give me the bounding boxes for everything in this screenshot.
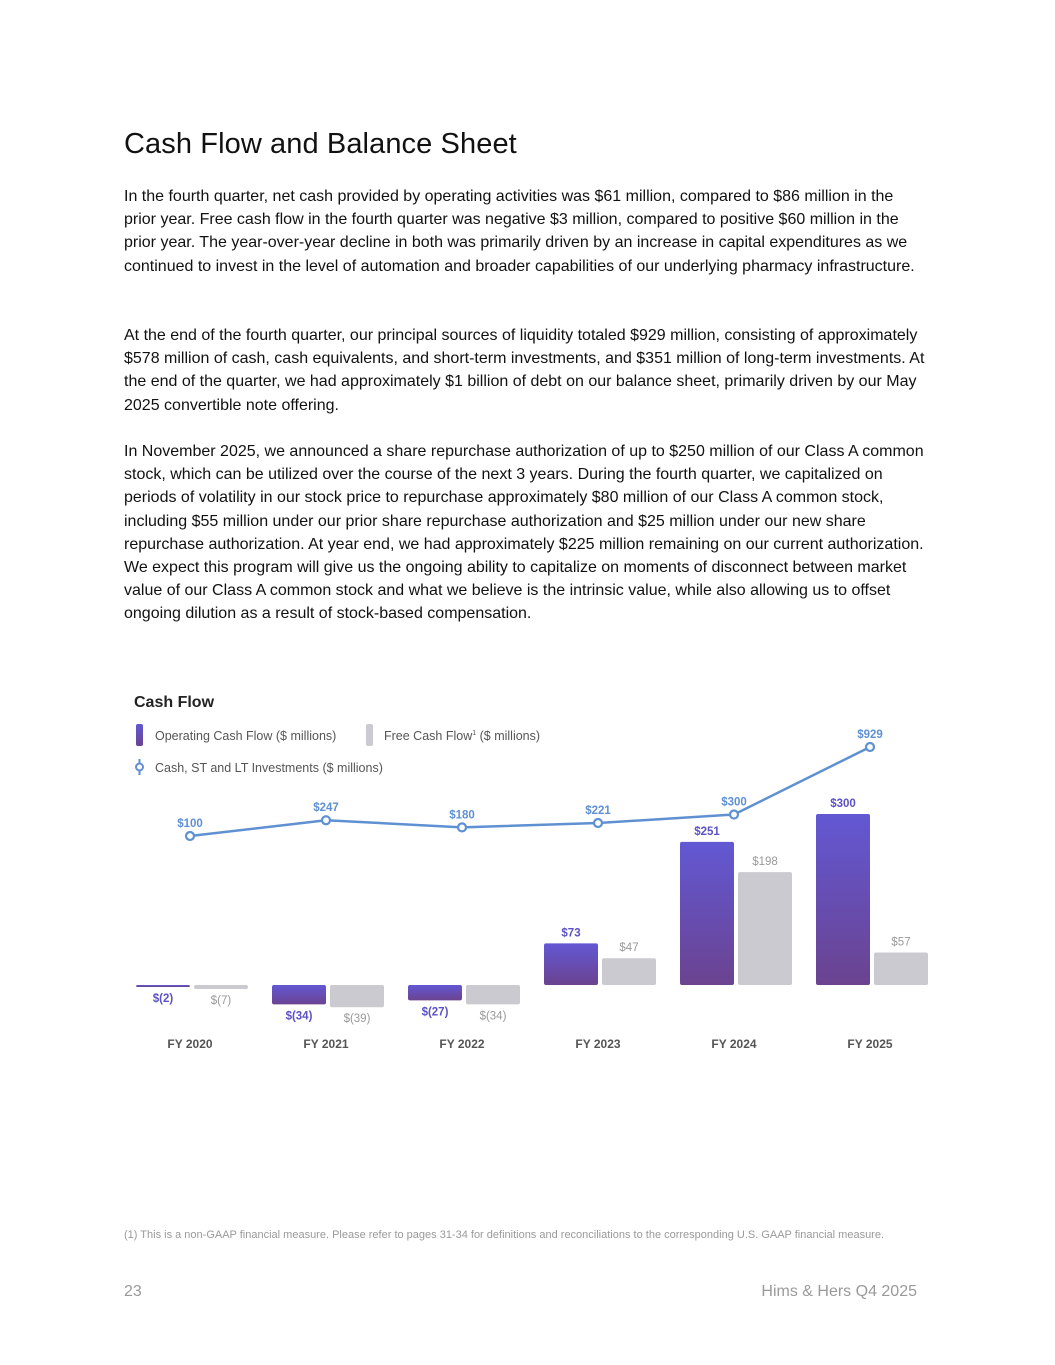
data-label-free-cash-flow: $57 (891, 936, 911, 949)
bar-operating-cash-flow (816, 814, 870, 985)
bar-operating-cash-flow (680, 842, 734, 985)
page-number: 23 (124, 1283, 142, 1300)
data-label-operating-cash-flow: $(2) (152, 993, 174, 1005)
chart-title: Cash Flow (134, 694, 215, 711)
x-axis-tick-label: FY 2024 (711, 1037, 757, 1051)
x-axis-tick-label: FY 2021 (303, 1037, 349, 1051)
x-axis-tick-label: FY 2020 (167, 1037, 213, 1051)
legend (136, 724, 540, 775)
bar-operating-cash-flow (136, 985, 190, 987)
bar-operating-cash-flow (272, 985, 326, 1004)
footer-title: Hims & Hers Q4 2025 (761, 1283, 917, 1300)
data-label-cash-investments: $929 (857, 729, 883, 741)
data-label-cash-investments: $221 (585, 805, 611, 818)
bar-operating-cash-flow (544, 943, 598, 985)
point-cash-investments (322, 816, 330, 824)
bar-operating-cash-flow (408, 985, 462, 1000)
data-label-operating-cash-flow: $73 (561, 927, 581, 940)
data-label-cash-investments: $300 (721, 796, 747, 809)
x-axis-tick-label: FY 2023 (575, 1037, 621, 1051)
x-axis-tick-label: FY 2025 (847, 1037, 893, 1051)
data-label-operating-cash-flow: $300 (830, 798, 856, 810)
body-paragraph: At the end of the fourth quarter, our principal sources of liquidity totaled $929 million, consisting of approximately $578 million of cash, cash equivalents, and short-term investments, and $351 million of long-term investments. At the end of the quarter, we had approximately $1 billion of debt on our balance sheet, primarily driven by our May 2025 convertible note offering. (124, 327, 925, 414)
legend-label-free-cash-flow (384, 729, 540, 743)
body-paragraph: In November 2025, we announced a share repurchase authorization of up to $250 million of our Class A common stock, which can be utilized over the course of the next 3 years. During the fourth quarter, we capitalized on periods of volatility in our stock price to repurchase approximately $80 million of our Class A common stock, including $55 million under our prior share repurchase authorization and $25 million under our new share repurchase authorization. At year end, we had approximately $225 million remaining on our current authorization. We expect this program will give us the ongoing ability to capitalize on moments of disconnect between market value of our Class A common stock and what we believe is the intrinsic value, while also allowing us to offset ongoing dilution as a result of stock-based compensation. (124, 443, 924, 623)
legend-label-operating-cash-flow: Operating Cash Flow ($ millions) (155, 729, 337, 743)
data-label-operating-cash-flow: $251 (694, 825, 720, 838)
bar-free-cash-flow (738, 872, 792, 985)
point-cash-investments (730, 811, 738, 819)
data-label-free-cash-flow: $(7) (210, 994, 232, 1007)
data-label-free-cash-flow: $(39) (343, 1013, 371, 1026)
plot-area (136, 729, 928, 1051)
bar-free-cash-flow (466, 985, 520, 1004)
point-cash-investments (866, 743, 874, 751)
legend-label-free-cash-flow-name: Free Cash Flow (384, 729, 473, 743)
bar-free-cash-flow (194, 985, 248, 989)
point-cash-investments (186, 832, 194, 840)
bar-free-cash-flow (874, 953, 928, 985)
data-label-free-cash-flow: $47 (619, 942, 639, 955)
footnote: (1) This is a non-GAAP financial measure. Please refer to pages 31-34 for definitions and reconciliations to the corresponding U.S. GAAP financial measure. (124, 1229, 885, 1241)
legend-label-cash-investments: Cash, ST and LT Investments ($ millions) (155, 761, 383, 775)
x-axis-tick-label: FY 2022 (439, 1037, 485, 1051)
data-label-free-cash-flow: $198 (752, 856, 778, 869)
data-label-free-cash-flow: $(34) (479, 1010, 507, 1023)
data-label-operating-cash-flow: $(34) (285, 1010, 313, 1023)
legend-swatch-cash-investments (136, 759, 143, 775)
bar-free-cash-flow (602, 958, 656, 985)
data-label-cash-investments: $180 (449, 809, 475, 822)
legend-label-free-cash-flow-suffix: ($ millions) (476, 729, 541, 743)
bar-free-cash-flow (330, 985, 384, 1007)
legend-swatch-free-cash-flow (366, 724, 373, 746)
page-title: Cash Flow and Balance Sheet (124, 128, 517, 160)
legend-label-free-cash-flow-superscript: 1 (472, 730, 477, 737)
data-label-operating-cash-flow: $(27) (421, 1006, 449, 1019)
data-label-cash-investments: $247 (313, 802, 339, 815)
data-label-cash-investments: $100 (177, 818, 203, 830)
cash-flow-chart (0, 680, 1055, 1080)
legend-swatch-operating-cash-flow (136, 724, 143, 746)
point-cash-investments (458, 823, 466, 831)
point-cash-investments (594, 819, 602, 827)
body-paragraph: In the fourth quarter, net cash provided by operating activities was $61 million, compared to $86 million in the prior year. Free cash flow in the fourth quarter was negative $3 million, compared to positive $60 million in the prior year. The year-over-year decline in both was primarily driven by an increase in capital expenditures as we continued to invest in the level of automation and broader capabilities of our underlying pharmacy infrastructure. (124, 188, 915, 275)
